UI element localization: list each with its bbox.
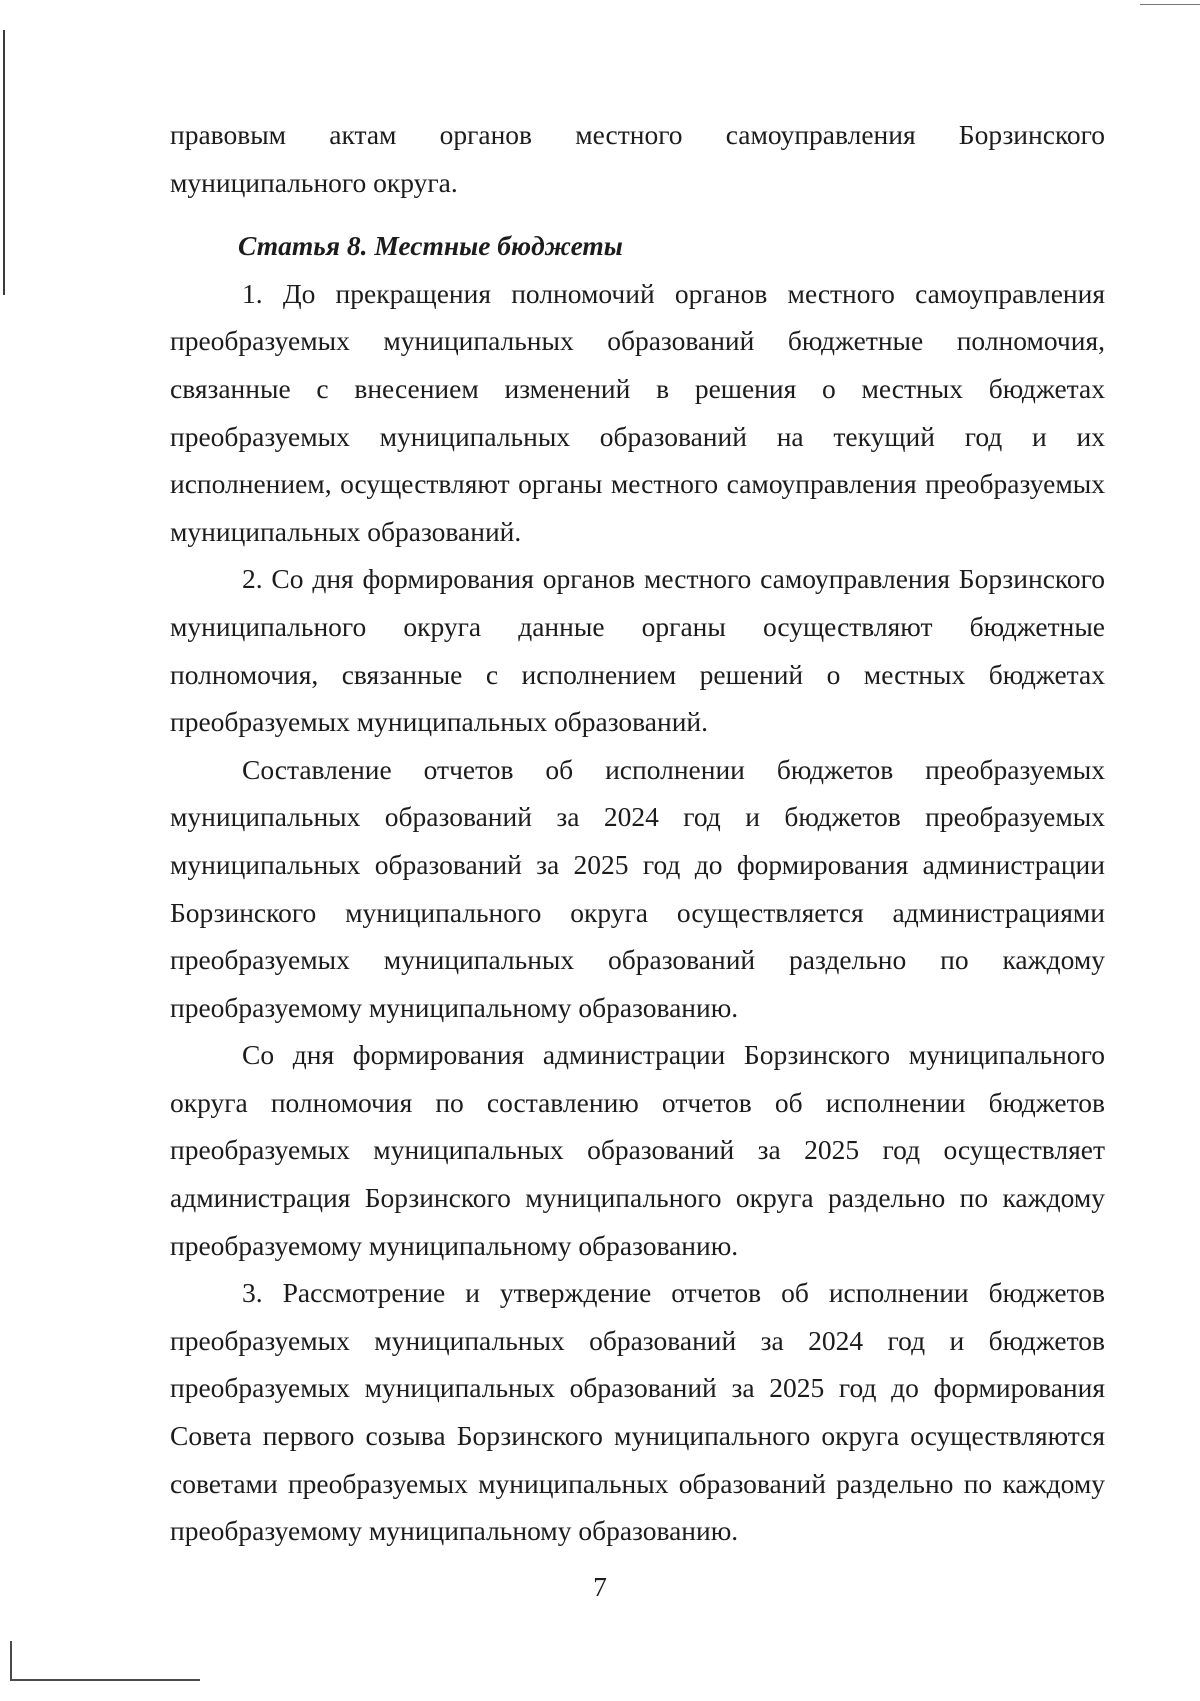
paragraph-item-1: 1. До прекращения полномочий органов местного самоуправления преобразуемых муниципальных образований бюджетные полномочия, связанные с внесением изменений в решения о местных бюджетах преобразуемых муниципальных образований на текущий год и их исполнением, осуществляют органы местного самоуправления преобразуемых муниципальных образований. xyxy=(170,277,1105,547)
scan-edge-left xyxy=(3,30,5,295)
scan-edge-bottom-left xyxy=(10,1641,12,1681)
page-number: 7 xyxy=(593,1571,607,1602)
scan-edge-top-right xyxy=(1140,4,1200,5)
paragraph-continuation: правовым актам органов местного самоуправления Борзинского муниципального округа. xyxy=(170,119,1105,198)
paragraph-reports-administration: Со дня формирования администрации Борзинского муниципального округа полномочия по составлению отчетов об исполнении бюджетов преобразуемых муниципальных образований за 2025 год осуществляет администрация Борзинского муниципального округа раздельно по каждому преобразуемому муниципальному образованию. xyxy=(170,1039,1105,1261)
paragraph-item-2: 2. Со дня формирования органов местного самоуправления Борзинского муниципального округа данные органы осуществляют бюджетные полномочия, связанные с исполнением решений о местных бюджетах преобразуемых муниципальных образований. xyxy=(170,563,1105,738)
scan-edge-bottom xyxy=(10,1679,200,1681)
paragraph-item-3: 3. Рассмотрение и утверждение отчетов об исполнении бюджетов преобразуемых муниципальных образований за 2024 год и бюджетов преобразуемых муниципальных образований за 2025 год до формирования Совета первого созыва Борзинского муниципального округа осуществляются советами преобразуемых муниципальных образований раздельно по каждому преобразуемому муниципальному образованию. xyxy=(170,1277,1105,1547)
article-heading: Статья 8. Местные бюджеты xyxy=(238,230,623,262)
document-body xyxy=(170,111,1105,1555)
paragraph-reports-2024-2025: Составление отчетов об исполнении бюджетов преобразуемых муниципальных образований за 2024 год и бюджетов преобразуемых муниципальных образований за 2025 год до формирования администрации Борзинского муниципального округа осуществляется администрациями преобразуемых муниципальных образований раздельно по каждому преобразуемому муниципальному образованию. xyxy=(170,753,1105,1023)
